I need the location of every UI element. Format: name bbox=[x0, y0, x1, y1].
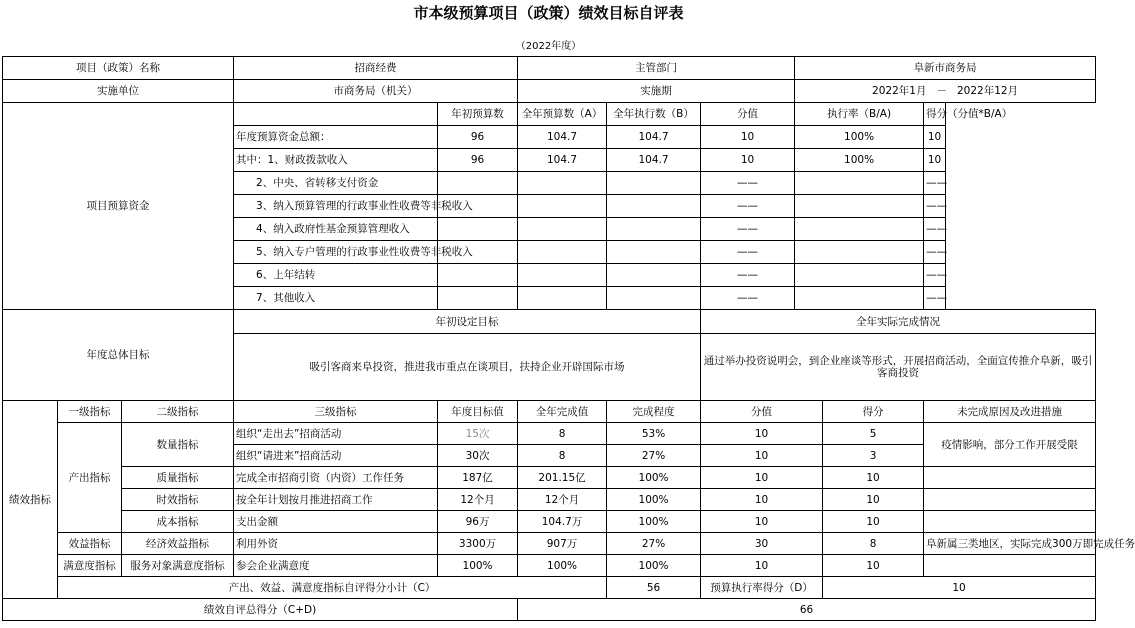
indicator-points: 10 bbox=[701, 423, 823, 445]
total-value: 66 bbox=[518, 599, 1096, 621]
budget-row-label: 6、上年结转 bbox=[234, 264, 438, 287]
dept-label: 主管部门 bbox=[518, 57, 795, 80]
goals-section-label: 年度总体目标 bbox=[3, 310, 234, 401]
budget-cell: —— bbox=[924, 264, 946, 287]
budget-header-annual: 全年预算数（A） bbox=[518, 103, 607, 126]
budget-cell bbox=[438, 172, 518, 195]
budget-row-label: 3、纳入预算管理的行政事业性收费等非税收入 bbox=[234, 195, 438, 218]
budget-cell: 10 bbox=[701, 149, 795, 172]
indicator-score: 5 bbox=[823, 423, 924, 445]
budget-cell bbox=[518, 287, 607, 310]
budget-cell bbox=[795, 241, 924, 264]
perf-header-level3: 三级指标 bbox=[234, 401, 438, 423]
timeliness-indicator-label: 时效指标 bbox=[122, 489, 234, 511]
budget-header-points: 分值 bbox=[701, 103, 795, 126]
info-row-1 bbox=[3, 57, 1096, 80]
subtotal-value: 56 bbox=[607, 577, 701, 599]
budget-row-label: 4、纳入政府性基金预算管理收入 bbox=[234, 218, 438, 241]
unit-value: 市商务局（机关） bbox=[234, 80, 518, 103]
budget-cell bbox=[795, 287, 924, 310]
indicator-actual: 201.15亿 bbox=[518, 467, 607, 489]
budget-header-executed: 全年执行数（B） bbox=[607, 103, 701, 126]
budget-section-label: 项目预算资金 bbox=[3, 103, 234, 310]
indicator-degree: 100% bbox=[607, 511, 701, 533]
total-label: 绩效自评总得分（C+D) bbox=[3, 599, 518, 621]
budget-cell bbox=[518, 241, 607, 264]
indicator-target: 3300万 bbox=[438, 533, 518, 555]
budget-cell: 10 bbox=[701, 126, 795, 149]
perf-row bbox=[3, 533, 1096, 555]
indicator-target: 15次 bbox=[438, 423, 518, 445]
budget-cell bbox=[795, 195, 924, 218]
budget-cell: 96 bbox=[438, 126, 518, 149]
indicator-reason: 阜新属三类地区，实际完成300万即完成任务 bbox=[924, 533, 1096, 555]
budget-cell bbox=[607, 218, 701, 241]
budget-row-label: 5、纳入专户管理的行政事业性收费等非税收入 bbox=[234, 241, 438, 264]
budget-row-label: 2、中央、省转移支付资金 bbox=[234, 172, 438, 195]
output-indicator-label: 产出指标 bbox=[58, 423, 122, 533]
budget-row-label: 年度预算资金总额： bbox=[234, 126, 438, 149]
indicator-target: 187亿 bbox=[438, 467, 518, 489]
budget-cell bbox=[607, 195, 701, 218]
budget-header-initial: 年初预算数 bbox=[438, 103, 518, 126]
budget-header-score: 得分（分值*B/A） bbox=[924, 103, 946, 126]
indicator-actual: 8 bbox=[518, 445, 607, 467]
budget-cell: —— bbox=[924, 218, 946, 241]
indicator-target: 96万 bbox=[438, 511, 518, 533]
budget-cell: 104.7 bbox=[607, 149, 701, 172]
budget-cell: —— bbox=[924, 287, 946, 310]
perf-header-score: 得分 bbox=[823, 401, 924, 423]
indicator-points: 10 bbox=[701, 555, 823, 577]
perf-header-row bbox=[3, 401, 1096, 423]
indicator-name: 组织“走出去”招商活动 bbox=[234, 423, 438, 445]
budget-cell bbox=[518, 172, 607, 195]
budget-cell: 10 bbox=[924, 126, 946, 149]
budget-cell bbox=[438, 218, 518, 241]
goals-initial-text: 吸引客商来阜投资，推进我市重点在谈项目，扶持企业开辟国际市场 bbox=[234, 334, 701, 401]
indicator-reason bbox=[924, 467, 1096, 489]
benefit-indicator-label: 效益指标 bbox=[58, 533, 122, 555]
unit-label: 实施单位 bbox=[3, 80, 234, 103]
indicator-degree: 27% bbox=[607, 533, 701, 555]
budget-cell bbox=[607, 241, 701, 264]
indicator-target: 100% bbox=[438, 555, 518, 577]
indicator-degree: 100% bbox=[607, 489, 701, 511]
indicator-points: 10 bbox=[701, 467, 823, 489]
dept-value: 阜新市商务局 bbox=[795, 57, 1096, 80]
subtotal-label: 产出、效益、满意度指标自评得分小计（C） bbox=[58, 577, 607, 599]
indicator-name: 利用外资 bbox=[234, 533, 438, 555]
project-name-value: 招商经费 bbox=[234, 57, 518, 80]
budget-cell: 100% bbox=[795, 126, 924, 149]
budget-header-row bbox=[3, 103, 1096, 126]
goals-actual-label: 全年实际完成情况 bbox=[701, 310, 1096, 334]
budget-row-label: 其中：1、财政拨款收入 bbox=[234, 149, 438, 172]
budget-cell bbox=[607, 264, 701, 287]
indicator-name: 参会企业满意度 bbox=[234, 555, 438, 577]
indicator-actual: 100% bbox=[518, 555, 607, 577]
indicator-name: 完成全市招商引资（内资）工作任务 bbox=[234, 467, 438, 489]
project-name-label: 项目（政策）名称 bbox=[3, 57, 234, 80]
budget-cell: —— bbox=[701, 218, 795, 241]
indicator-score: 3 bbox=[823, 445, 924, 467]
indicator-score: 10 bbox=[823, 511, 924, 533]
budget-cell: 10 bbox=[924, 149, 946, 172]
indicator-reason bbox=[924, 511, 1096, 533]
perf-header-level2: 二级指标 bbox=[122, 401, 234, 423]
quantity-indicator-label: 数量指标 bbox=[122, 423, 234, 467]
perf-header-target: 年度目标值 bbox=[438, 401, 518, 423]
quantity-reason: 疫情影响，部分工作开展受限 bbox=[924, 423, 1096, 467]
budget-cell: 104.7 bbox=[518, 126, 607, 149]
indicator-score: 10 bbox=[823, 467, 924, 489]
indicator-degree: 100% bbox=[607, 555, 701, 577]
budget-cell: —— bbox=[701, 195, 795, 218]
page-title: 市本级预算项目（政策）绩效目标自评表 bbox=[413, 4, 684, 22]
econ-indicator-label: 经济效益指标 bbox=[122, 533, 234, 555]
indicator-target: 12个月 bbox=[438, 489, 518, 511]
indicator-degree: 27% bbox=[607, 445, 701, 467]
perf-header-level1: 一级指标 bbox=[58, 401, 122, 423]
indicator-degree: 53% bbox=[607, 423, 701, 445]
budget-cell: —— bbox=[701, 241, 795, 264]
budget-cell: 104.7 bbox=[607, 126, 701, 149]
budget-cell: 100% bbox=[795, 149, 924, 172]
budget-cell: —— bbox=[924, 172, 946, 195]
budget-cell: —— bbox=[701, 172, 795, 195]
indicator-name: 按全年计划按月推进招商工作 bbox=[234, 489, 438, 511]
service-indicator-label: 服务对象满意度指标 bbox=[122, 555, 234, 577]
subtotal-row bbox=[3, 577, 1096, 599]
period-label: 实施期 bbox=[518, 80, 795, 103]
indicator-target: 30次 bbox=[438, 445, 518, 467]
indicator-score: 10 bbox=[823, 555, 924, 577]
indicator-points: 10 bbox=[701, 511, 823, 533]
perf-row bbox=[3, 511, 1096, 533]
quality-indicator-label: 质量指标 bbox=[122, 467, 234, 489]
indicator-points: 10 bbox=[701, 445, 823, 467]
perf-row bbox=[3, 467, 1096, 489]
perf-section-label: 绩效指标 bbox=[3, 401, 58, 599]
indicator-reason bbox=[924, 489, 1096, 511]
budget-cell bbox=[607, 172, 701, 195]
perf-header-actual: 全年完成值 bbox=[518, 401, 607, 423]
indicator-reason bbox=[924, 555, 1096, 577]
budget-cell bbox=[518, 264, 607, 287]
budget-cell bbox=[518, 195, 607, 218]
budget-cell bbox=[438, 287, 518, 310]
budget-header-blank bbox=[234, 103, 438, 126]
budget-cell bbox=[795, 264, 924, 287]
budget-cell bbox=[795, 172, 924, 195]
perf-header-degree: 完成程度 bbox=[607, 401, 701, 423]
perf-row bbox=[3, 555, 1096, 577]
indicator-actual: 104.7万 bbox=[518, 511, 607, 533]
indicator-actual: 8 bbox=[518, 423, 607, 445]
budget-cell bbox=[607, 287, 701, 310]
report-year: （2022年度） bbox=[515, 41, 582, 52]
budget-cell: 96 bbox=[438, 149, 518, 172]
info-row-2 bbox=[3, 80, 1096, 103]
budget-cell: 104.7 bbox=[518, 149, 607, 172]
cost-indicator-label: 成本指标 bbox=[122, 511, 234, 533]
perf-header-points: 分值 bbox=[701, 401, 823, 423]
budget-cell: —— bbox=[924, 241, 946, 264]
indicator-points: 30 bbox=[701, 533, 823, 555]
budget-cell bbox=[438, 264, 518, 287]
budget-header-rate: 执行率（B/A) bbox=[795, 103, 924, 126]
budget-score-value: 10 bbox=[823, 577, 1096, 599]
budget-score-label: 预算执行率得分（D） bbox=[701, 577, 823, 599]
indicator-score: 10 bbox=[823, 489, 924, 511]
satisfaction-indicator-label: 满意度指标 bbox=[58, 555, 122, 577]
total-row bbox=[3, 599, 1096, 621]
perf-row bbox=[3, 423, 1096, 445]
budget-cell bbox=[795, 218, 924, 241]
goals-header-row bbox=[3, 310, 1096, 334]
budget-cell bbox=[518, 218, 607, 241]
goals-initial-label: 年初设定目标 bbox=[234, 310, 701, 334]
budget-cell: —— bbox=[701, 287, 795, 310]
budget-row-label: 7、其他收入 bbox=[234, 287, 438, 310]
period-value: 2022年1月 － 2022年12月 bbox=[795, 80, 1096, 103]
perf-header-reason: 未完成原因及改进措施 bbox=[924, 401, 1096, 423]
perf-row bbox=[3, 489, 1096, 511]
indicator-degree: 100% bbox=[607, 467, 701, 489]
indicator-actual: 907万 bbox=[518, 533, 607, 555]
indicator-name: 组织“请进来”招商活动 bbox=[234, 445, 438, 467]
budget-cell: —— bbox=[924, 195, 946, 218]
evaluation-table bbox=[2, 56, 1135, 621]
budget-cell: —— bbox=[701, 264, 795, 287]
indicator-points: 10 bbox=[701, 489, 823, 511]
indicator-name: 支出金额 bbox=[234, 511, 438, 533]
indicator-score: 8 bbox=[823, 533, 924, 555]
goals-actual-text: 通过举办投资说明会，到企业座谈等形式，开展招商活动，全面宣传推介阜新，吸引客商投资 bbox=[701, 334, 1096, 401]
indicator-actual: 12个月 bbox=[518, 489, 607, 511]
